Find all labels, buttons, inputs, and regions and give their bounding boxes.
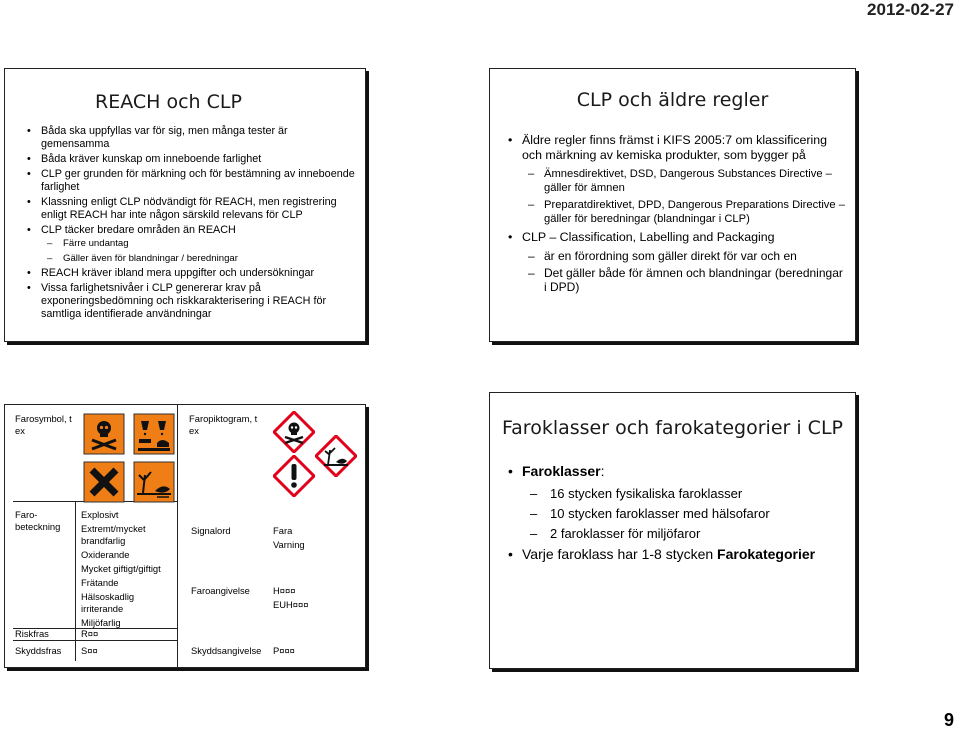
list-item-text: CLP täcker bredare områden än REACH <box>41 224 236 236</box>
value-line: H¤¤¤ <box>273 585 296 596</box>
value-line: Oxiderande <box>81 549 130 560</box>
slide-title: CLP och äldre regler <box>576 89 769 111</box>
slide-body <box>27 125 357 323</box>
slide-reach-och-clp <box>4 68 366 342</box>
value-line: EUH¤¤¤ <box>273 599 309 610</box>
list-item: • REACH kräver ibland mera uppgifter och undersökningar <box>27 267 357 280</box>
table-line <box>75 501 76 661</box>
faroangivelse-values <box>273 585 308 611</box>
slide-body <box>508 463 848 567</box>
slide-title: Faroklasser och farokategorier i CLP <box>501 417 843 439</box>
list-item <box>508 546 848 563</box>
skyddsfras-value: S¤¤ <box>81 645 98 656</box>
value-line: Explosivt <box>81 509 119 520</box>
slide-faroklasser <box>489 392 856 669</box>
farobeteckning-label: Faro-beteckning <box>15 509 61 532</box>
table-line <box>177 405 178 667</box>
bold-text: Farokategorier <box>717 546 816 562</box>
list-item-text: Varje faroklass har 1-8 stycken <box>522 546 718 562</box>
list-item <box>508 230 846 294</box>
list-item <box>508 133 846 226</box>
ghs-environment-icon <box>315 435 357 482</box>
environment-icon <box>133 461 175 508</box>
sub-list-item: – 10 stycken faroklasser med hälsofaror <box>522 506 848 522</box>
slide-body <box>508 133 846 297</box>
list-item: • Klassning enligt CLP nödvändigt för REACH, men registrering enligt REACH har inte någon särskild relevans för CLP <box>27 196 357 222</box>
sub-list-item: – Det gäller både för ämnen och blandningar (beredningar i DPD) <box>522 266 846 294</box>
value-line: Miljöfarlig <box>81 617 121 628</box>
harmful-x-icon <box>83 461 125 508</box>
list-item: • CLP ger grunden för märkning och för bestämning av inneboende farlighet <box>27 168 357 194</box>
sub-list-item: – Färre undantag <box>41 237 357 250</box>
value-line: Varning <box>273 539 305 550</box>
value-line: Mycket giftigt/giftigt <box>81 563 161 574</box>
skull-crossbones-icon <box>83 413 125 460</box>
sub-list-item: – 16 stycken fysikaliska faroklasser <box>522 486 848 502</box>
riskfras-label: Riskfras <box>15 628 49 639</box>
sub-list-item: – Ämnesdirektivet, DSD, Dangerous Substances Directive – gäller för ämnen <box>522 167 846 195</box>
corrosive-icon <box>133 413 175 460</box>
riskfras-value: R¤¤ <box>81 628 99 639</box>
ghs-skull-icon <box>273 411 315 458</box>
slide-faro-table <box>4 404 366 668</box>
skyddsfras-label: Skyddsfras <box>15 645 62 656</box>
sub-list-item: – 2 faroklasser för miljöfaror <box>522 526 848 542</box>
page-number: 9 <box>943 710 954 730</box>
slide-title: REACH och CLP <box>95 91 242 113</box>
list-item <box>27 224 357 265</box>
bold-text: Faroklasser <box>522 463 601 479</box>
signalord-label: Signalord <box>191 525 231 536</box>
farobeteckning-values <box>81 509 173 629</box>
list-item: • Båda ska uppfyllas var för sig, men många tester är gemensamma <box>27 125 357 151</box>
slide-clp-och-aldre-regler <box>489 68 856 342</box>
value-line: Frätande <box>81 577 119 588</box>
list-item-text: CLP – Classification, Labelling and Packaging <box>522 230 775 244</box>
list-item-text: Äldre regler finns främst i KIFS 2005:7 om klassificering och märkning av kemiska produkter, som bygger på <box>522 133 828 162</box>
farosymbol-label: Farosymbol, t ex <box>15 413 72 436</box>
sub-list-item: – är en förordning som gäller direkt för var och en <box>522 249 846 263</box>
list-item-text: : <box>600 463 605 479</box>
skyddsangivelse-value: P¤¤¤ <box>273 645 295 656</box>
value-line: Fara <box>273 525 293 536</box>
signalord-values <box>273 525 305 551</box>
list-item <box>508 463 848 542</box>
value-line: Extremt/mycket brandfarlig <box>81 523 146 546</box>
list-item: • Vissa farlighetsnivåer i CLP genererar krav på exponeringsbedömning och riskkarakterisering i REACH för samtliga identifierade användningar <box>27 282 357 321</box>
header-date: 2012-02-27 <box>867 0 954 19</box>
sub-list-item: – Preparatdirektivet, DPD, Dangerous Preparations Directive – gäller för beredningar (blandningar i CLP) <box>522 198 846 226</box>
sub-list-item: – Gäller även för blandningar / beredningar <box>41 252 357 265</box>
faroangivelse-label: Faroangivelse <box>191 585 250 596</box>
list-item: • Båda kräver kunskap om inneboende farlighet <box>27 153 357 166</box>
value-line: Hälsoskadlig irriterande <box>81 591 135 614</box>
faropiktogram-label: Faropiktogram, t ex <box>189 413 258 436</box>
table-line <box>13 640 177 641</box>
skyddsangivelse-label: Skyddsangivelse <box>191 645 262 656</box>
ghs-exclamation-icon <box>273 455 315 502</box>
